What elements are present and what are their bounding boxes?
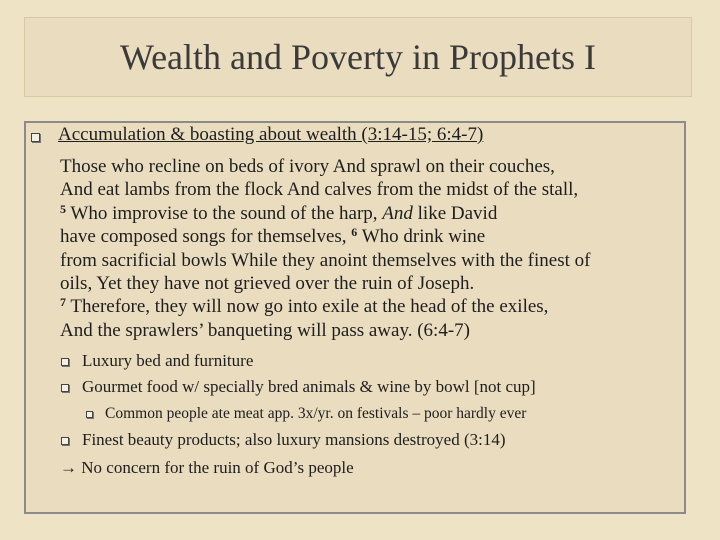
title-box (24, 17, 692, 97)
quote-line: $^5$ Who improvise to the sound of the harp, And like David (60, 201, 498, 224)
square-bullet-icon (61, 358, 69, 366)
quote-line: from sacrificial bowls While they anoint themselves with the finest of (60, 249, 591, 271)
quote-line: Those who recline on beds of ivory And sprawl on their couches, (60, 156, 555, 177)
square-bullet-icon (31, 133, 40, 142)
square-bullet-icon (61, 384, 69, 392)
quote-line: have composed songs for themselves, $^6$ Who drink wine (60, 225, 486, 248)
quote-line: And the sprawlers’ banqueting will pass away. (6:4-7) (60, 319, 470, 341)
conclusion-text: No concern for the ruin of God’s people (81, 458, 354, 477)
arrow-right-icon: → (60, 458, 77, 477)
verse-number: 7 (60, 295, 66, 310)
main-heading: Accumulation & boasting about wealth (3:14-15; 6:4-7) (58, 124, 484, 145)
conclusion-line (60, 458, 354, 478)
sub-bullet-luxury-bed: Luxury bed and furniture (82, 351, 254, 370)
verse-number: 6 (351, 225, 358, 240)
quote-line: oils, Yet they have not grieved over the ruin of Joseph. (60, 273, 475, 295)
square-bullet-icon (86, 411, 93, 418)
sub-bullet-beauty-products: Finest beauty products; also luxury mansions destroyed (3:14) (82, 430, 506, 449)
sub-sub-bullet-common-people: Common people ate meat app. 3x/yr. on festivals – poor hardly ever (105, 405, 527, 422)
amos-quote (60, 155, 590, 342)
verse-number: 5 (60, 201, 66, 216)
sub-bullet-gourmet-food: Gourmet food w/ specially bred animals & wine by bowl [not cup] (82, 377, 536, 396)
square-bullet-icon (61, 437, 69, 445)
quote-line: And eat lambs from the flock And calves from the midst of the stall, (60, 179, 579, 201)
quote-line: $^7$ Therefore, they will now go into exile at the head of the exiles, (60, 295, 549, 318)
slide-title: Wealth and Poverty in Prophets I (119, 37, 596, 77)
